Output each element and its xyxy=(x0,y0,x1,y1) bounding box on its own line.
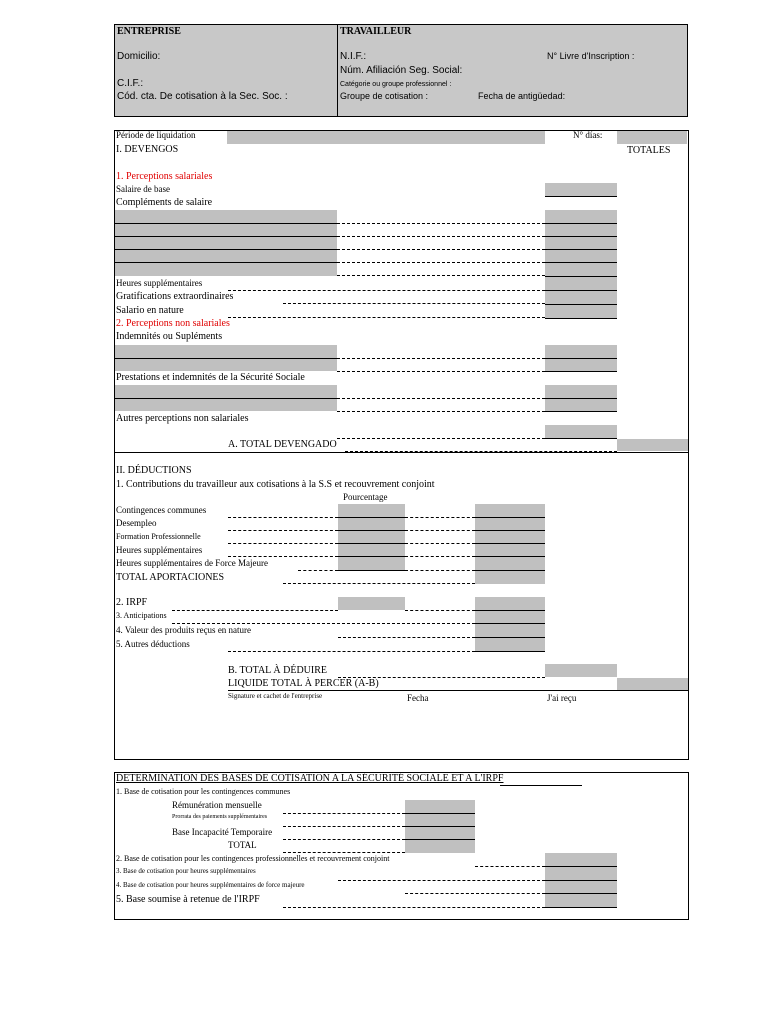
contingences-label: Contingences communes xyxy=(116,505,207,515)
autres-deductions-label: 5. Autres déductions xyxy=(116,639,190,649)
total-deduire-label: B. TOTAL À DÉDUIRE xyxy=(228,665,328,676)
total-devengado-field[interactable] xyxy=(617,439,688,451)
valeur-produits-label: 4. Valeur des produits reçus en nature xyxy=(116,625,252,635)
total-aportaciones-label: TOTAL APORTACIONES xyxy=(116,572,225,583)
deductions-separator xyxy=(114,452,689,453)
travailleur-title: TRAVAILLEUR xyxy=(340,26,412,37)
incapacite-label: Base Incapacité Temporaire xyxy=(172,827,273,837)
liquide-field[interactable] xyxy=(617,678,688,690)
n-dias-label: N° días: xyxy=(573,130,603,140)
irpf-pourcentage-field[interactable] xyxy=(338,597,405,610)
bases-title: DETERMINATION DES BASES DE COTISATION A LA SÉCURITÉ SOCIALE ET A L'IRPF xyxy=(116,773,504,784)
base2-label: 2. Base de cotisation pour les contingences professionnelles et recouvrement conjoint xyxy=(116,854,390,863)
right-border xyxy=(688,130,689,760)
autres-perceptions-label: Autres perceptions non salariales xyxy=(116,413,249,424)
deductions-heading: II. DÉDUCTIONS xyxy=(116,465,192,476)
heures-force-label: Heures supplémentaires de Force Majeure xyxy=(116,558,268,568)
total-devengado-label: A. TOTAL DEVENGADO xyxy=(228,439,337,450)
base4-label: 4. Base de cotisation pour heures supplémentaires de force majeure xyxy=(116,881,305,889)
autres-perceptions-field[interactable] xyxy=(545,425,617,438)
salaire-base-label: Salaire de base xyxy=(116,184,170,194)
anticipations-label: 3. Anticipations xyxy=(116,611,167,620)
indemnites-label: Indemnités ou Supléments xyxy=(116,331,223,342)
irpf-amounts-column[interactable] xyxy=(475,597,545,652)
domicilio-label: Domicilio: xyxy=(117,51,161,62)
heures-sup-label: Heures supplémentaires xyxy=(116,278,203,288)
base1-label: 1. Base de cotisation pour les contingences communes xyxy=(116,787,291,796)
periode-field[interactable] xyxy=(227,131,545,144)
remuneration-label: Rémunération mensuelle xyxy=(172,800,262,810)
livre-label: N° Livre d'Inscription : xyxy=(547,51,635,61)
devengos-heading: I. DEVENGOS xyxy=(116,144,179,155)
fecha-antiguedad-label: Fecha de antigüedad: xyxy=(478,91,566,101)
jai-recu-label: J'ai reçu xyxy=(547,693,577,703)
pourcentage-column[interactable] xyxy=(338,504,405,570)
header-divider xyxy=(337,24,338,117)
salario-nature-label: Salario en nature xyxy=(116,305,184,316)
num-afiliacion-label: Núm. Afiliación Seg. Social: xyxy=(340,65,463,76)
periode-label: Période de liquidation xyxy=(116,130,196,140)
formation-label: Formation Professionnelle xyxy=(116,532,201,541)
complements-label: Compléments de salaire xyxy=(116,197,213,208)
contributions-label: 1. Contributions du travailleur aux cotisations à la S.S et recouvrement conjoint xyxy=(116,479,435,490)
perceptions-salariales-heading: 1. Perceptions salariales xyxy=(116,171,213,182)
prorrata-label: Prorrata des paiements supplémentaires xyxy=(172,814,268,820)
bases-total-label: TOTAL xyxy=(228,840,257,850)
cod-cta-label: Cód. cta. De cotisation à la Sec. Soc. : xyxy=(117,91,288,102)
gratifications-label: Gratifications extraordinaires xyxy=(116,291,234,302)
signature-label: Signature et cachet de l'entreprise xyxy=(228,692,323,700)
total-deduire-field[interactable] xyxy=(545,664,617,677)
entreprise-title: ENTREPRISE xyxy=(117,26,181,37)
n-dias-field[interactable] xyxy=(617,131,687,144)
salaire-base-field[interactable] xyxy=(545,183,617,196)
pourcentage-label: Pourcentage xyxy=(343,492,388,502)
cif-label: C.I.F.: xyxy=(117,78,144,89)
groupe-label: Groupe de cotisation : xyxy=(340,91,429,101)
desempleo-label: Desempleo xyxy=(116,518,157,528)
base3-label: 3. Base de cotisation pour heures supplémentaires xyxy=(116,867,256,875)
totales-heading: TOTALES xyxy=(627,145,671,156)
deduction-amounts-column[interactable] xyxy=(475,504,545,584)
nif-label: N.I.F.: xyxy=(340,51,367,62)
categorie-label: Catégorie ou groupe professionnel : xyxy=(340,81,452,88)
base5-label: 5. Base soumise à retenue de l'IRPF xyxy=(116,894,260,905)
fecha-label: Fecha xyxy=(407,693,429,703)
complement-names-field[interactable] xyxy=(115,210,337,276)
liquide-label: LIQUIDE TOTAL À PERCER (A-B) xyxy=(228,678,379,689)
irpf-label: 2. IRPF xyxy=(116,597,148,608)
complement-amounts-field[interactable] xyxy=(545,210,617,318)
heures-sup2-label: Heures supplémentaires xyxy=(116,545,203,555)
prestations-label: Prestations et indemnités de la Sécurité Sociale xyxy=(116,372,305,383)
perceptions-non-salariales-heading: 2. Perceptions non salariales xyxy=(116,318,230,329)
